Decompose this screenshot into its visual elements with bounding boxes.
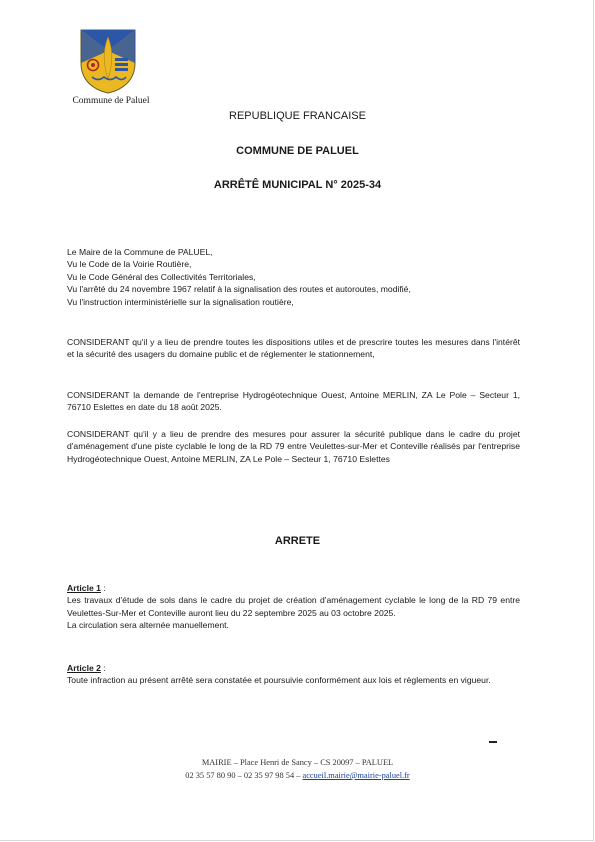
article-1-text: Les travaux d'étude de sols dans le cadre du projet de création d'aménagement cyclable le long de la RD 79 entre Veulettes-Sur-Mer et Conteville auront lieu du 22 septembre 2025 au 03 octobre 2025. — [67, 595, 520, 618]
visa-line: Vu le Code Général des Collectivités Territoriales, — [67, 271, 256, 282]
coat-of-arms-logo — [78, 27, 138, 95]
considerant-1 — [67, 336, 520, 361]
visa-line: Vu le Code de la Voirie Routière, — [67, 259, 192, 270]
article-2-colon: : — [100, 663, 106, 673]
commune-caption: Commune de Paluel — [72, 96, 150, 106]
article-2 — [67, 662, 520, 687]
article-2-text: Toute infraction au présent arrêté sera constatée et poursuivie conformément aux lois et règlements en vigueur. — [67, 675, 491, 686]
article-2-title: Article 2 — [67, 663, 101, 673]
arrete-heading: ARRETE — [274, 535, 321, 547]
footer-contact — [0, 771, 595, 780]
article-1-colon: : — [100, 583, 106, 593]
considerant-text: CONSIDERANT la demande de l'entreprise Hydrogéotechnique Ouest, Antoine MERLIN, ZA Le Pole – Secteur 1, 76710 Eslettes en date du 18 août 2025. — [67, 390, 520, 413]
considerant-2 — [67, 389, 520, 414]
footer-email-link[interactable]: accueil.mairie@mairie-paluel.fr — [302, 771, 410, 780]
scan-mark — [489, 741, 497, 743]
article-1-text-2: La circulation sera alternée manuellement. — [67, 620, 229, 631]
visa-line: Vu l'instruction interministérielle sur la signalisation routière, — [67, 296, 294, 307]
footer-address: MAIRIE – Place Henri de Sancy – CS 20097 – PALUEL — [201, 758, 394, 767]
arrete-number-heading: ARRÊTÊ MUNICIPAL N° 2025-34 — [213, 179, 382, 191]
considerant-3 — [67, 428, 520, 465]
considerant-text: CONSIDERANT qu'il y a lieu de prendre toutes les dispositions utiles et de prescrire toutes les mesures dans l'intérêt et la sécurité des usagers du domaine public et de réglementer le stationnement, — [67, 337, 520, 360]
footer-phones: 02 35 57 80 90 – 02 35 97 98 54 – — [185, 771, 303, 780]
article-1 — [67, 582, 520, 632]
republic-heading: REPUBLIQUE FRANCAISE — [229, 110, 366, 122]
considerant-text: CONSIDERANT qu'il y a lieu de prendre des mesures pour assurer la sécurité publique dans le cadre du projet d'aménagement d'une piste cyclable le long de la RD 79 entre Veulettes-sur-Mer et Conteville réalisés par l'entreprise Hydrogéotechnique Ouest, Antoine MERLIN, ZA Le Pole – Secteur 1, 76710 Eslettes — [67, 429, 520, 464]
commune-heading: COMMUNE DE PALUEL — [236, 145, 359, 157]
visa-line: Le Maire de la Commune de PALUEL, — [67, 247, 213, 257]
visa-line: Vu l'arrêté du 24 novembre 1967 relatif à la signalisation des routes et autoroutes, modifié, — [67, 284, 411, 295]
visas-list — [67, 246, 520, 308]
article-1-title: Article 1 — [67, 583, 101, 593]
